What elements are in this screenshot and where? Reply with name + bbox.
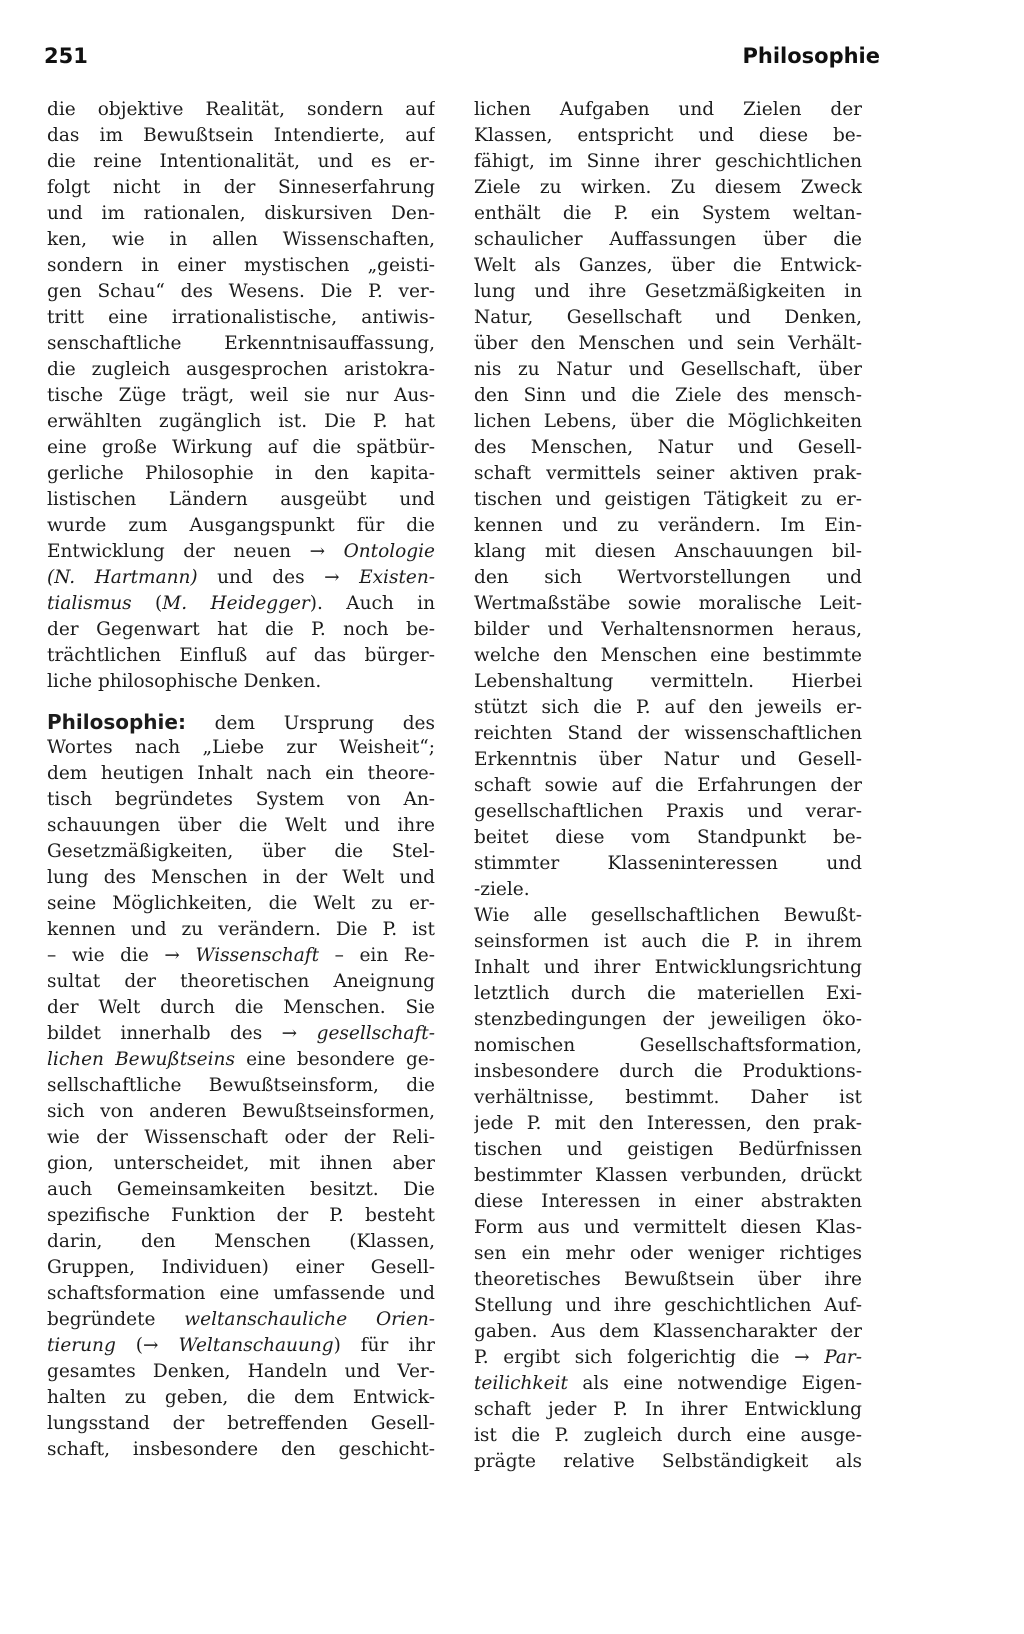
text-line: schauungen über die Welt und ihre	[47, 815, 435, 836]
text-line: schaulicher Auffassungen über die	[474, 229, 862, 250]
arrow-icon: →	[281, 1023, 298, 1044]
cross-reference[interactable]: Existen-	[339, 567, 435, 588]
right-column	[474, 97, 862, 1475]
text-line: auch Gemeinsamkeiten besitzt. Die	[47, 1179, 435, 1200]
text-line: gesamtes Denken, Handeln und Ver-	[47, 1361, 435, 1382]
text-line: erwählten zugänglich ist. Die P. hat	[47, 411, 435, 432]
text-line: Inhalt und ihrer Entwicklungsrichtung	[474, 957, 862, 978]
text-line: Klassen, entspricht und diese be-	[474, 125, 862, 146]
cross-reference[interactable]: Weltanschauung	[158, 1335, 334, 1356]
arrow-icon: →	[794, 1347, 810, 1368]
text-line: Welt als Ganzes, über die Entwick-	[474, 255, 862, 276]
text-line: die objektive Realität, sondern auf	[47, 99, 435, 120]
text-line: eine große Wirkung auf die spätbür-	[47, 437, 435, 458]
arrow-icon: →	[164, 945, 180, 966]
cross-reference[interactable]: Wissenschaft	[179, 945, 320, 966]
text-line: lungsstand der betreffenden Gesell-	[47, 1413, 435, 1434]
text-line: tisch begründetes System von An-	[47, 789, 435, 810]
text-line: tischen und geistigen Bedürfnissen	[474, 1139, 862, 1160]
text-line: enthält die P. ein System weltan-	[474, 203, 862, 224]
text-line: spezifische Funktion der P. besteht	[47, 1205, 435, 1226]
cross-reference[interactable]: Par-	[809, 1347, 862, 1368]
text-line: Ziele zu wirken. Zu diesem Zweck	[474, 177, 862, 198]
cross-reference: (N. Hartmann)	[47, 567, 198, 588]
text-line: diese Interessen in einer abstrakten	[474, 1191, 862, 1212]
entry-body	[47, 1073, 435, 1307]
paragraph	[474, 903, 862, 1345]
text-line: gaben. Aus dem Klassencharakter der	[474, 1321, 862, 1342]
text-line: lichen Aufgaben und Zielen der	[474, 99, 862, 120]
text-line: Gruppen, Individuen) einer Gesell-	[47, 1257, 435, 1278]
text-line: schaft sowie auf die Erfahrungen der	[474, 775, 862, 796]
text-line: über den Menschen und sein Verhält-	[474, 333, 862, 354]
text-line: gen Schau“ des Wesens. Die P. ver-	[47, 281, 435, 302]
entry-body	[47, 969, 435, 1021]
text-line: schaft, insbesondere den geschicht-	[47, 1439, 435, 1460]
text-line: und im rationalen, diskursiven Den-	[47, 203, 435, 224]
text-line: reichten Stand der wissenschaftlichen	[474, 723, 862, 744]
text-line: bildet innerhalb des → gesellschaft-	[47, 1023, 435, 1044]
cross-reference[interactable]: tialismus	[47, 593, 132, 614]
text-line: tischen und geistigen Tätigkeit zu er-	[474, 489, 862, 510]
entry-first-line: Philosophie: dem Ursprung des	[47, 710, 435, 734]
text-line: der Gegenwart hat die P. noch be-	[47, 619, 435, 640]
entry-headword: Philosophie:	[47, 710, 186, 734]
paragraph-continued	[47, 97, 435, 539]
text-line: trächtlichen Einfluß auf das bürger-	[47, 645, 435, 666]
page-number: 251	[44, 44, 88, 68]
text-line: gerliche Philosophie in den kapita-	[47, 463, 435, 484]
text-line: Wie alle gesellschaftlichen Bewußt-	[474, 905, 862, 926]
text-line: teilichkeit als eine notwendige Eigen-	[474, 1373, 862, 1394]
cross-reference[interactable]: gesellschaft-	[297, 1023, 435, 1044]
text-line: den Sinn und die Ziele des mensch-	[474, 385, 862, 406]
text-line: sellschaftliche Bewußtseinsform, die	[47, 1075, 435, 1096]
text-line: Gesetzmäßigkeiten, über die Stel-	[47, 841, 435, 862]
text-line: nis zu Natur und Gesellschaft, über	[474, 359, 862, 380]
text-line: senschaftliche Erkenntnisauffassung,	[47, 333, 435, 354]
text-line: listischen Ländern ausgeübt und	[47, 489, 435, 510]
text-line: lung des Menschen in der Welt und	[47, 867, 435, 888]
text-line: sondern in einer mystischen „geisti-	[47, 255, 435, 276]
text-line: bilder und Verhaltensnormen heraus,	[474, 619, 862, 640]
text-line: sultat der theoretischen Aneignung	[47, 971, 435, 992]
text-line: Lebenshaltung vermitteln. Hierbei	[474, 671, 862, 692]
paragraph-continued	[474, 97, 862, 877]
arrow-icon: →	[324, 567, 340, 588]
text-line: wurde zum Ausgangspunkt für die	[47, 515, 435, 536]
entry-body	[47, 1359, 435, 1463]
author-name: M. Heidegger	[162, 593, 310, 614]
text-line: Wortes nach „Liebe zur Weisheit“;	[47, 737, 435, 758]
text-line: (N. Hartmann) und des → Existen-	[47, 567, 435, 588]
text-line: die zugleich ausgesprochen aristokra-	[47, 359, 435, 380]
text-line: lung und ihre Gesetzmäßigkeiten in	[474, 281, 862, 302]
text-line: stenzbedingungen der jeweiligen öko-	[474, 1009, 862, 1030]
text-line: schaftsformation eine umfassende und	[47, 1283, 435, 1304]
text-line: stimmter Klasseninteressen und	[474, 853, 862, 874]
text-line: halten zu geben, die dem Entwick-	[47, 1387, 435, 1408]
text-line: lichen Lebens, über die Möglichkeiten	[474, 411, 862, 432]
text-line: welche den Menschen eine bestimmte	[474, 645, 862, 666]
text-line: gion, unterscheidet, mit ihnen aber	[47, 1153, 435, 1174]
text-line: den sich Wertvorstellungen und	[474, 567, 862, 588]
text-line: lichen Bewußtseins eine besondere ge-	[47, 1049, 435, 1070]
text-line: ist die P. zugleich durch eine ausge-	[474, 1425, 862, 1446]
text-line: der Welt durch die Menschen. Sie	[47, 997, 435, 1018]
text-line: gesellschaftlichen Praxis und verar-	[474, 801, 862, 822]
text-line: fähigt, im Sinne ihrer geschichtlichen	[474, 151, 862, 172]
text-line: tierung (→ Weltanschauung) für ihr	[47, 1335, 435, 1356]
arrow-icon: →	[309, 541, 326, 562]
running-head: Philosophie	[742, 44, 880, 68]
cross-reference[interactable]: lichen Bewußtseins	[47, 1049, 235, 1070]
text-line: insbesondere durch die Produktions-	[474, 1061, 862, 1082]
text-line: Entwicklung der neuen → Ontologie	[47, 541, 435, 562]
text-line: bestimmter Klassen verbunden, drückt	[474, 1165, 862, 1186]
text-line: begründete weltanschauliche Orien-	[47, 1309, 435, 1330]
text-line: nomischen Gesellschaftsformation,	[474, 1035, 862, 1056]
text-line: liche philosophische Denken.	[47, 671, 322, 692]
text-line: seine Möglichkeiten, die Welt zu er-	[47, 893, 435, 914]
text-line: sich von anderen Bewußtseinsformen,	[47, 1101, 435, 1122]
text-line: tialismus (M. Heidegger). Auch in	[47, 593, 435, 614]
text-line: theoretisches Bewußtsein über ihre	[474, 1269, 862, 1290]
left-column	[47, 97, 435, 1463]
text-line: klang mit diesen Anschauungen bil-	[474, 541, 862, 562]
arrow-icon: →	[143, 1335, 159, 1356]
text-line: jede P. mit den Interessen, den prak-	[474, 1113, 862, 1134]
text-line: ken, wie in allen Wissenschaften,	[47, 229, 435, 250]
text-line: stützt sich die P. auf den jeweils er-	[474, 697, 862, 718]
text-line: beitet diese vom Standpunkt be-	[474, 827, 862, 848]
text-line: tritt eine irrationalistische, antiwis-	[47, 307, 435, 328]
text-line: das im Bewußtsein Intendierte, auf	[47, 125, 435, 146]
text-line: schaft vermittels seiner aktiven prak-	[474, 463, 862, 484]
text-line: seinsformen ist auch die P. in ihrem	[474, 931, 862, 952]
text-line: die reine Intentionalität, und es er-	[47, 151, 435, 172]
text-line: Form aus und vermittelt diesen Klas-	[474, 1217, 862, 1238]
text-line: Natur, Gesellschaft und Denken,	[474, 307, 862, 328]
emphasis: weltanschauliche Orien-	[184, 1309, 435, 1330]
text-line: Stellung und ihre geschichtlichen Auf-	[474, 1295, 862, 1316]
text-line: tische Züge trägt, weil sie nur Aus-	[47, 385, 435, 406]
text-line: letztlich durch die materiellen Exi-	[474, 983, 862, 1004]
cross-reference[interactable]: teilichkeit	[474, 1373, 568, 1394]
text-line: wie der Wissenschaft oder der Reli-	[47, 1127, 435, 1148]
text-line: kennen und zu verändern. Im Ein-	[474, 515, 862, 536]
text-line: sen ein mehr oder weniger richtiges	[474, 1243, 862, 1264]
text-line: prägte relative Selbständigkeit als	[474, 1451, 862, 1472]
text-line: verhältnisse, bestimmt. Daher ist	[474, 1087, 862, 1108]
text-line: Wertmaßstäbe sowie moralische Leit-	[474, 593, 862, 614]
text-line: – wie die → Wissenschaft – ein Re-	[47, 945, 435, 966]
text-line: Erkenntnis über Natur und Gesell-	[474, 749, 862, 770]
text-line: dem heutigen Inhalt nach ein theore-	[47, 763, 435, 784]
text-line: darin, den Menschen (Klassen,	[47, 1231, 435, 1252]
entry-body	[47, 735, 435, 943]
text-line: schaft jeder P. In ihrer Entwicklung	[474, 1399, 862, 1420]
text-line: P. ergibt sich folgerichtig die → Par-	[474, 1347, 862, 1368]
text-line: folgt nicht in der Sinneserfahrung	[47, 177, 435, 198]
emphasis: tierung	[47, 1335, 116, 1356]
text-line: des Menschen, Natur und Gesell-	[474, 437, 862, 458]
text-line: kennen und zu verändern. Die P. ist	[47, 919, 435, 940]
cross-reference[interactable]: Ontologie	[325, 541, 435, 562]
paragraph	[474, 1397, 862, 1475]
text-line: -ziele.	[474, 879, 530, 900]
